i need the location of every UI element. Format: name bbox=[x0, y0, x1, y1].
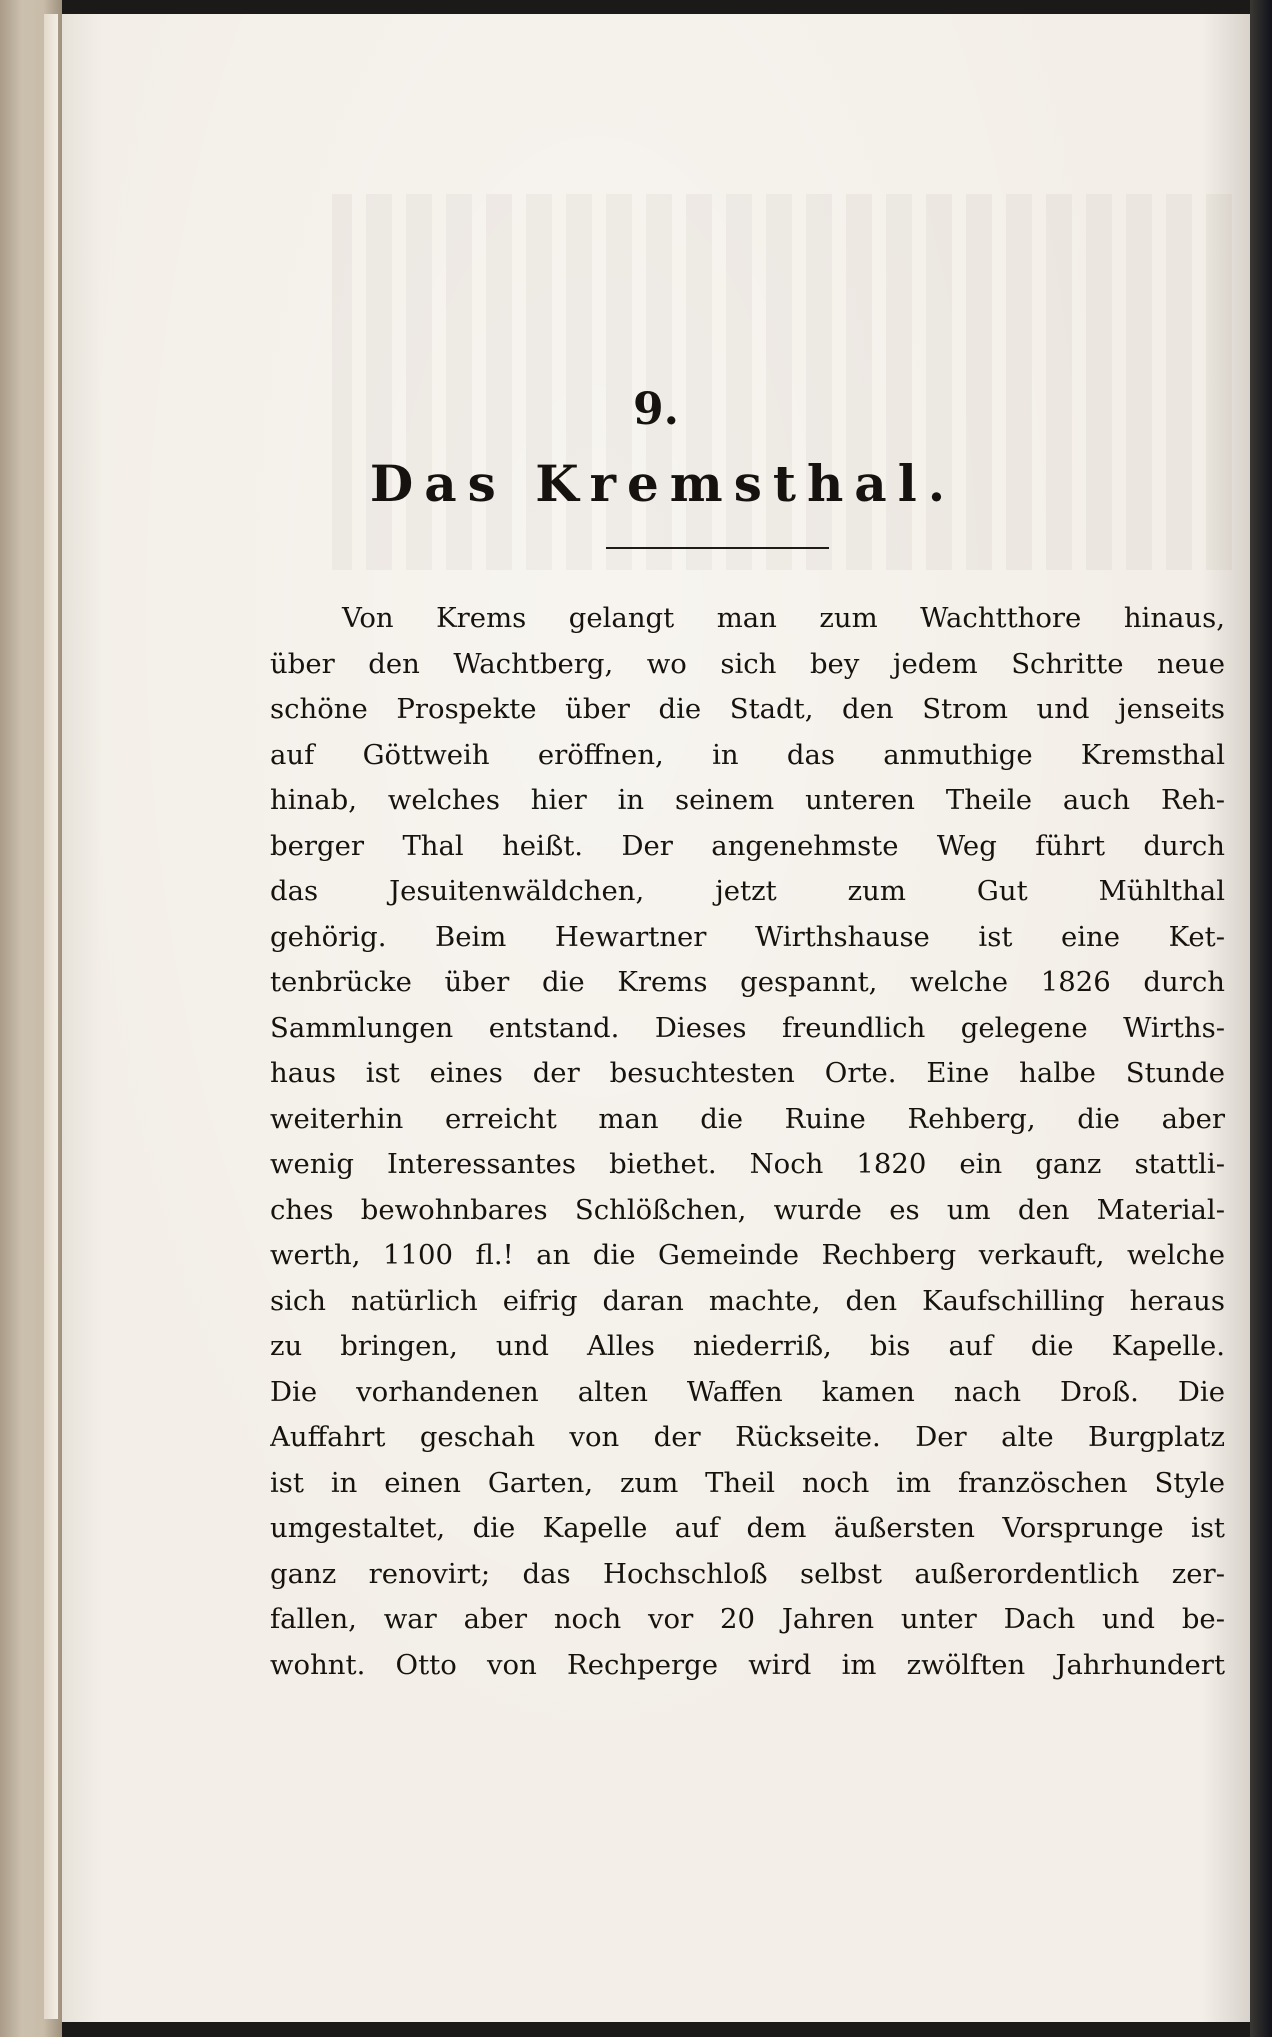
chapter-number: 9. bbox=[633, 384, 679, 435]
scan-background-strip bbox=[1250, 0, 1272, 2037]
text-line: über den Wachtberg, wo sich bey jedem Schritte neue bbox=[270, 647, 1225, 680]
text-line: gehörig. Beim Hewartner Wirthshause ist eine Ket- bbox=[270, 920, 1225, 953]
text-line: schöne Prospekte über die Stadt, den Strom und jenseits bbox=[270, 693, 1225, 725]
text-line: wenig Interessantes biethet. Noch 1820 ein ganz stattli- bbox=[270, 1148, 1225, 1180]
text-line: Die vorhandenen alten Waffen kamen nach Droß. Die bbox=[270, 1375, 1225, 1408]
title-rule bbox=[606, 547, 829, 549]
text-line: ist in einen Garten, zum Theil noch im französchen Style bbox=[270, 1466, 1225, 1499]
text-line: fallen, war aber noch vor 20 Jahren unter Dach und be- bbox=[270, 1603, 1225, 1635]
text-line: Auffahrt geschah von der Rückseite. Der alte Burgplatz bbox=[270, 1421, 1225, 1453]
page-edge bbox=[44, 14, 58, 2019]
text-line: haus ist eines der besuchtesten Orte. Eine halbe Stunde bbox=[270, 1057, 1225, 1089]
text-line: das Jesuitenwäldchen, jetzt zum Gut Mühlthal bbox=[270, 875, 1225, 907]
text-line: sich natürlich eifrig daran machte, den Kaufschilling heraus bbox=[270, 1284, 1225, 1317]
text-line: Von Krems gelangt man zum Wachtthore hinaus, bbox=[342, 602, 1225, 634]
text-line: tenbrücke über die Krems gespannt, welche 1826 durch bbox=[270, 966, 1225, 998]
text-line: Sammlungen entstand. Dieses freundlich gelegene Wirths- bbox=[270, 1011, 1225, 1044]
text-line: wohnt. Otto von Rechperge wird im zwölften Jahrhundert bbox=[270, 1648, 1225, 1681]
text-line: weiterhin erreicht man die Ruine Rehberg, die aber bbox=[270, 1102, 1225, 1135]
page bbox=[62, 14, 1250, 2022]
text-line: zu bringen, und Alles niederriß, bis auf die Kapelle. bbox=[270, 1330, 1225, 1362]
text-line: werth, 1100 fl.! an die Gemeinde Rechberg verkauft, welche bbox=[270, 1239, 1225, 1271]
body-paragraph bbox=[270, 596, 1225, 1688]
text-line: ganz renovirt; das Hochschloß selbst außerordentlich zer- bbox=[270, 1557, 1225, 1590]
text-line: hinab, welches hier in seinem unteren Theile auch Reh- bbox=[270, 784, 1225, 816]
text-line: berger Thal heißt. Der angenehmste Weg führt durch bbox=[270, 829, 1225, 862]
chapter-title: Das Kremsthal. bbox=[369, 454, 957, 513]
text-line: ches bewohnbares Schlößchen, wurde es um den Material- bbox=[270, 1193, 1225, 1226]
text-line: auf Göttweih eröffnen, in das anmuthige Kremsthal bbox=[270, 738, 1225, 771]
text-line: umgestaltet, die Kapelle auf dem äußersten Vorsprunge ist bbox=[270, 1512, 1225, 1544]
